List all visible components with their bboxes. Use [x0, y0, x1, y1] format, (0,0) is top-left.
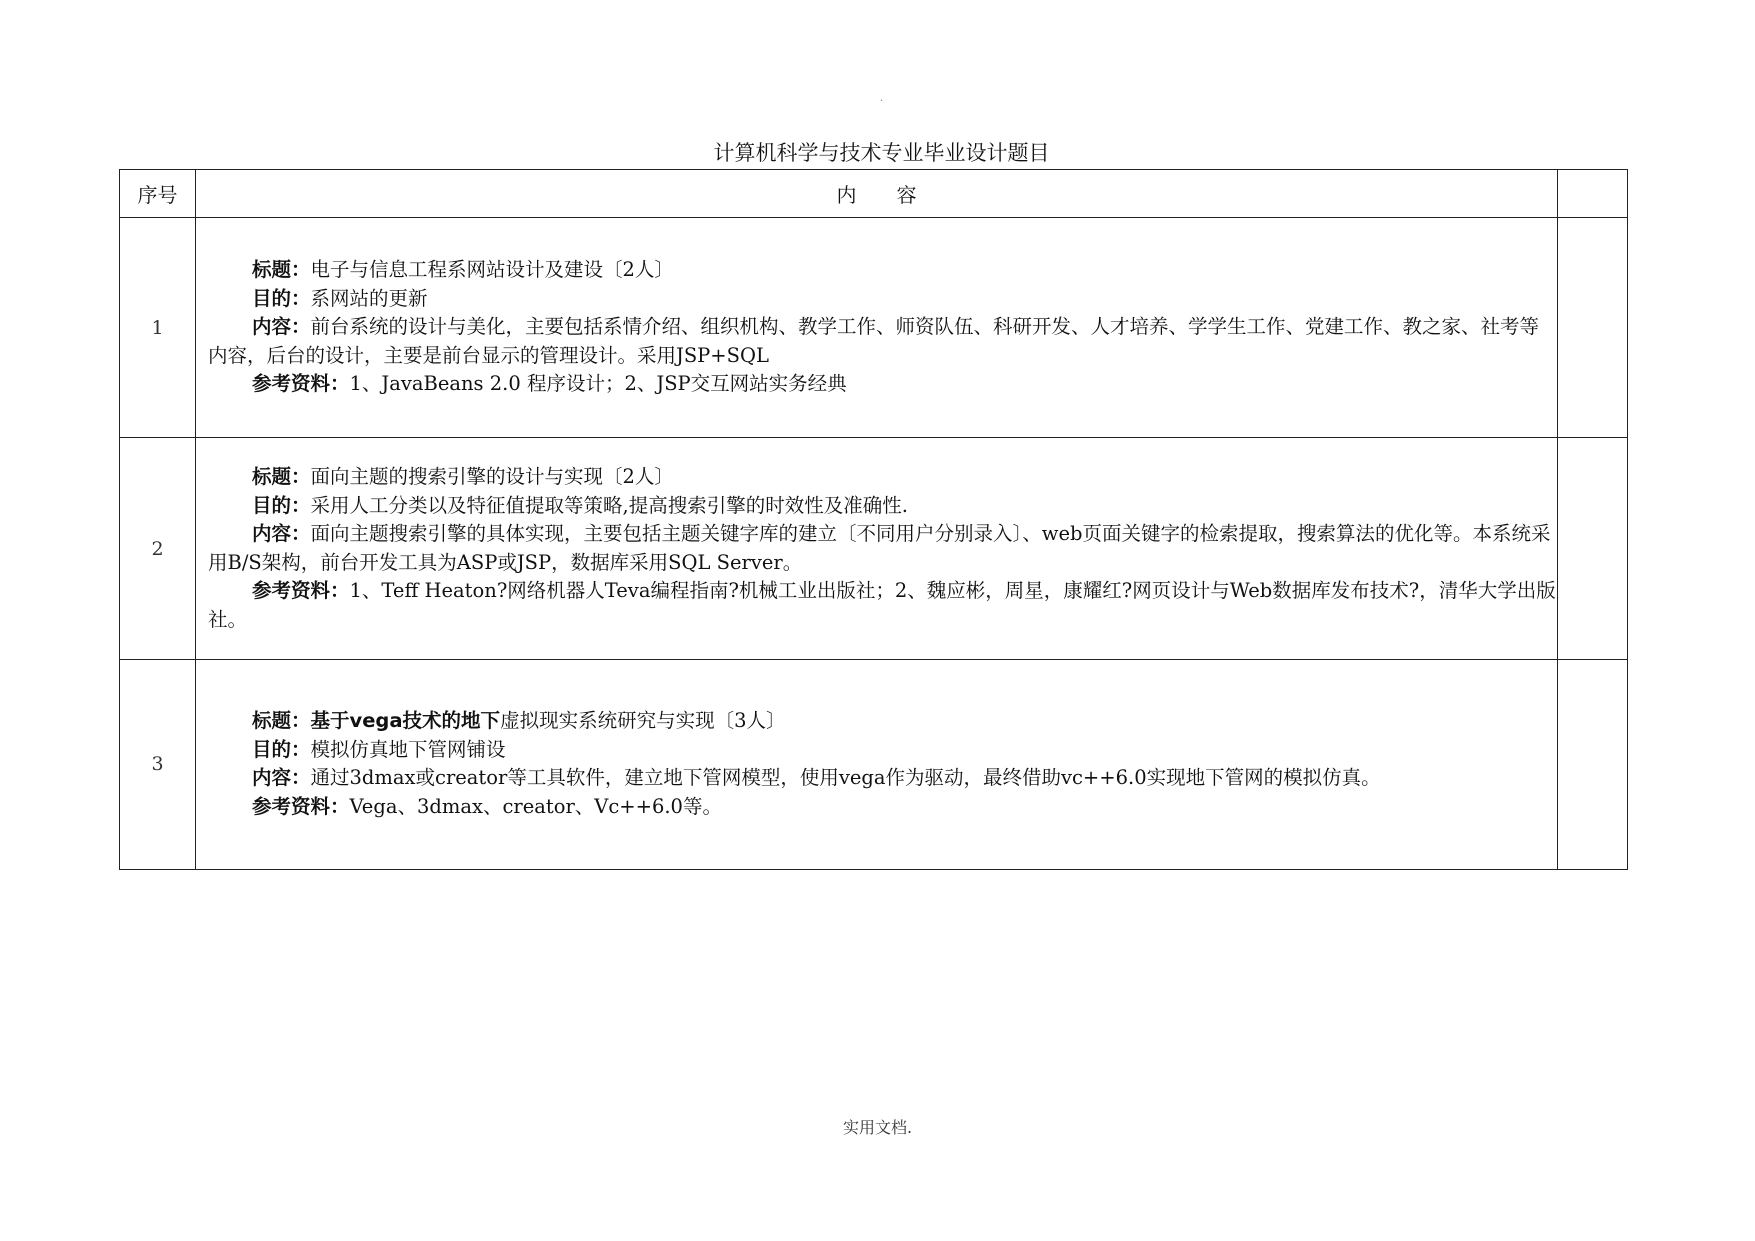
- table-row: [120, 659, 1628, 869]
- row-extra-cell: [1558, 438, 1628, 659]
- topic-reference: 1、JavaBeans 2.0 程序设计；2、JSP交互网站实务经典: [349, 372, 847, 396]
- topic-title-line: [208, 256, 1557, 285]
- purpose-label: 目的：: [252, 493, 311, 517]
- row-content: [196, 218, 1558, 438]
- topic-purpose-line: [208, 736, 1557, 765]
- purpose-label: 目的：: [252, 737, 311, 761]
- header-extra: [1558, 170, 1628, 218]
- row-number: 2: [120, 438, 196, 659]
- topic-purpose: 系网站的更新: [310, 286, 428, 310]
- topic-purpose-line: [208, 285, 1557, 314]
- topic-content: 通过3dmax或creator等工具软件，建立地下管网模型，使用vega作为驱动，最终借助vc++6.0实现地下管网的模拟仿真。: [310, 766, 1381, 790]
- content-label: 内容：: [252, 522, 311, 546]
- topic-reference-line: [208, 577, 1557, 634]
- row-number: 3: [120, 659, 196, 869]
- page-footer: 实用文档.: [842, 1118, 913, 1137]
- header-content: 内 容: [196, 170, 1558, 218]
- topic-title: 电子与信息工程系网站设计及建设〔2人〕: [310, 258, 674, 282]
- topic-content: 前台系统的设计与美化，主要包括系情介绍、组织机构、教学工作、师资队伍、科研开发、人才培养、学学生工作、党建工作、教之家、社考等内容，后台的设计，主要是前台显示的管理设计。采用JSP+SQL: [208, 315, 1540, 367]
- topic-content-line: [208, 313, 1557, 370]
- row-extra-cell: [1558, 659, 1628, 869]
- content-label: 内容：: [252, 315, 311, 339]
- table-row: [120, 218, 1628, 438]
- topic-purpose: 模拟仿真地下管网铺设: [310, 737, 506, 761]
- topic-content-line: [208, 764, 1557, 793]
- topic-reference-line: [208, 793, 1557, 822]
- reference-label: 参考资料：: [252, 372, 350, 396]
- row-content: [196, 659, 1558, 869]
- topic-purpose-line: [208, 492, 1557, 521]
- table-row: [120, 438, 1628, 659]
- reference-label: 参考资料：: [252, 794, 350, 818]
- row-extra-cell: [1558, 218, 1628, 438]
- topic-title-line: [208, 463, 1557, 492]
- topic-reference: Vega、3dmax、creator、Vc++6.0等。: [349, 794, 722, 818]
- topics-table: [119, 169, 1628, 870]
- topic-reference-line: [208, 370, 1557, 399]
- topic-title-line: [208, 707, 1557, 736]
- purpose-label: 目的：: [252, 286, 311, 310]
- reference-label: 参考资料：: [252, 579, 350, 603]
- title-label: 标题：: [252, 258, 311, 282]
- header-number: 序号: [120, 170, 196, 218]
- page-header-mark: .: [880, 93, 884, 104]
- topic-reference: 1、Teff Heaton?网络机器人Teva编程指南?机械工业出版社；2、魏应彬，周星，康耀红?网页设计与Web数据库发布技术?，清华大学出版社。: [208, 579, 1556, 631]
- title-label: 标题：: [252, 465, 311, 489]
- title-label: 标题：基于vega技术的地下: [252, 709, 501, 733]
- topic-title: 面向主题的搜索引擎的设计与实现〔2人〕: [310, 465, 674, 489]
- document-title: 计算机科学与技术专业毕业设计题目: [713, 141, 1050, 165]
- row-content: [196, 438, 1558, 659]
- content-label: 内容：: [252, 766, 311, 790]
- topic-content-line: [208, 520, 1557, 577]
- topic-title: 虚拟现实系统研究与实现〔3人〕: [500, 709, 786, 733]
- topic-purpose: 采用人工分类以及特征值提取等策略,提高搜索引擎的时效性及准确性.: [310, 493, 908, 517]
- topic-content: 面向主题搜索引擎的具体实现，主要包括主题关键字库的建立〔不同用户分别录入〕、web页面关键字的检索提取，搜索算法的优化等。本系统采用B/S架构，前台开发工具为ASP或JSP，数据库采用SQL Server。: [208, 522, 1551, 574]
- row-number: 1: [120, 218, 196, 438]
- table-header-row: [120, 170, 1628, 218]
